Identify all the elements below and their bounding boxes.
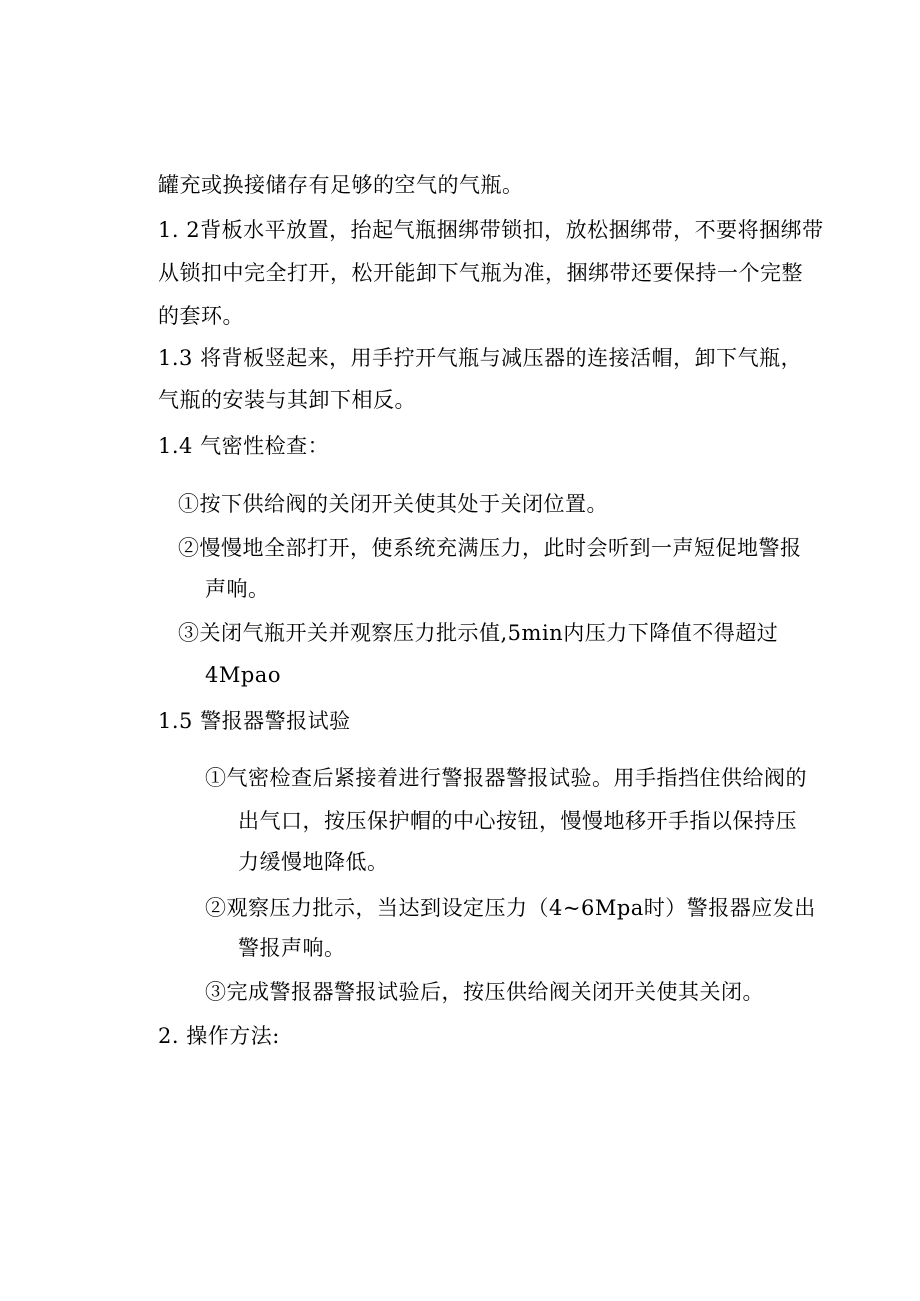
list-item-continuation: 力缓慢地降低。 xyxy=(238,850,389,874)
list-item-continuation: 出气口，按压保护帽的中心按钮，慢慢地移开手指以保持压 xyxy=(238,809,797,833)
list-item: ②观察压力批示，当达到设定压力（4~6Mpa时）警报器应发出 xyxy=(205,896,816,920)
list-item-continuation: 警报声响。 xyxy=(238,936,346,960)
list-item: ②慢慢地全部打开，使系统充满压力，此时会听到一声短促地警报 xyxy=(178,536,802,560)
list-item: ③完成警报器警报试验后，按压供给阀关闭开关使其关闭。 xyxy=(205,980,764,1004)
paragraph-line: 的套环。 xyxy=(158,304,244,328)
paragraph-line: 从锁扣中完全打开，松开能卸下气瓶为准，捆绑带还要保持一个完整 xyxy=(158,261,803,285)
list-item: ③关闭气瓶开关并观察压力批示值,5min内压力下降值不得超过 xyxy=(178,621,779,645)
paragraph-line: 气瓶的安装与其卸下相反。 xyxy=(158,388,416,412)
paragraph-line: 罐充或换接储存有足够的空气的气瓶。 xyxy=(158,173,524,197)
paragraph-line: 1. 2背板水平放置，抬起气瓶捆绑带锁扣，放松捆绑带，不要将捆绑带 xyxy=(158,218,824,242)
list-item: ①气密检查后紧接着进行警报器警报试验。用手指挡住供给阀的 xyxy=(205,766,807,790)
list-item: ①按下供给阀的关闭开关使其处于关闭位置。 xyxy=(178,492,608,516)
section-heading: 1.4 气密性检查： xyxy=(158,434,330,458)
section-heading: 1.5 警报器警报试验 xyxy=(158,709,351,733)
section-heading: 2. 操作方法: xyxy=(158,1024,280,1048)
list-item-continuation: 声响。 xyxy=(205,577,270,601)
list-item-continuation: 4Mpao xyxy=(205,663,281,687)
paragraph-line: 1.3 将背板竖起来，用手拧开气瓶与减压器的连接活帽，卸下气瓶， xyxy=(158,346,803,370)
